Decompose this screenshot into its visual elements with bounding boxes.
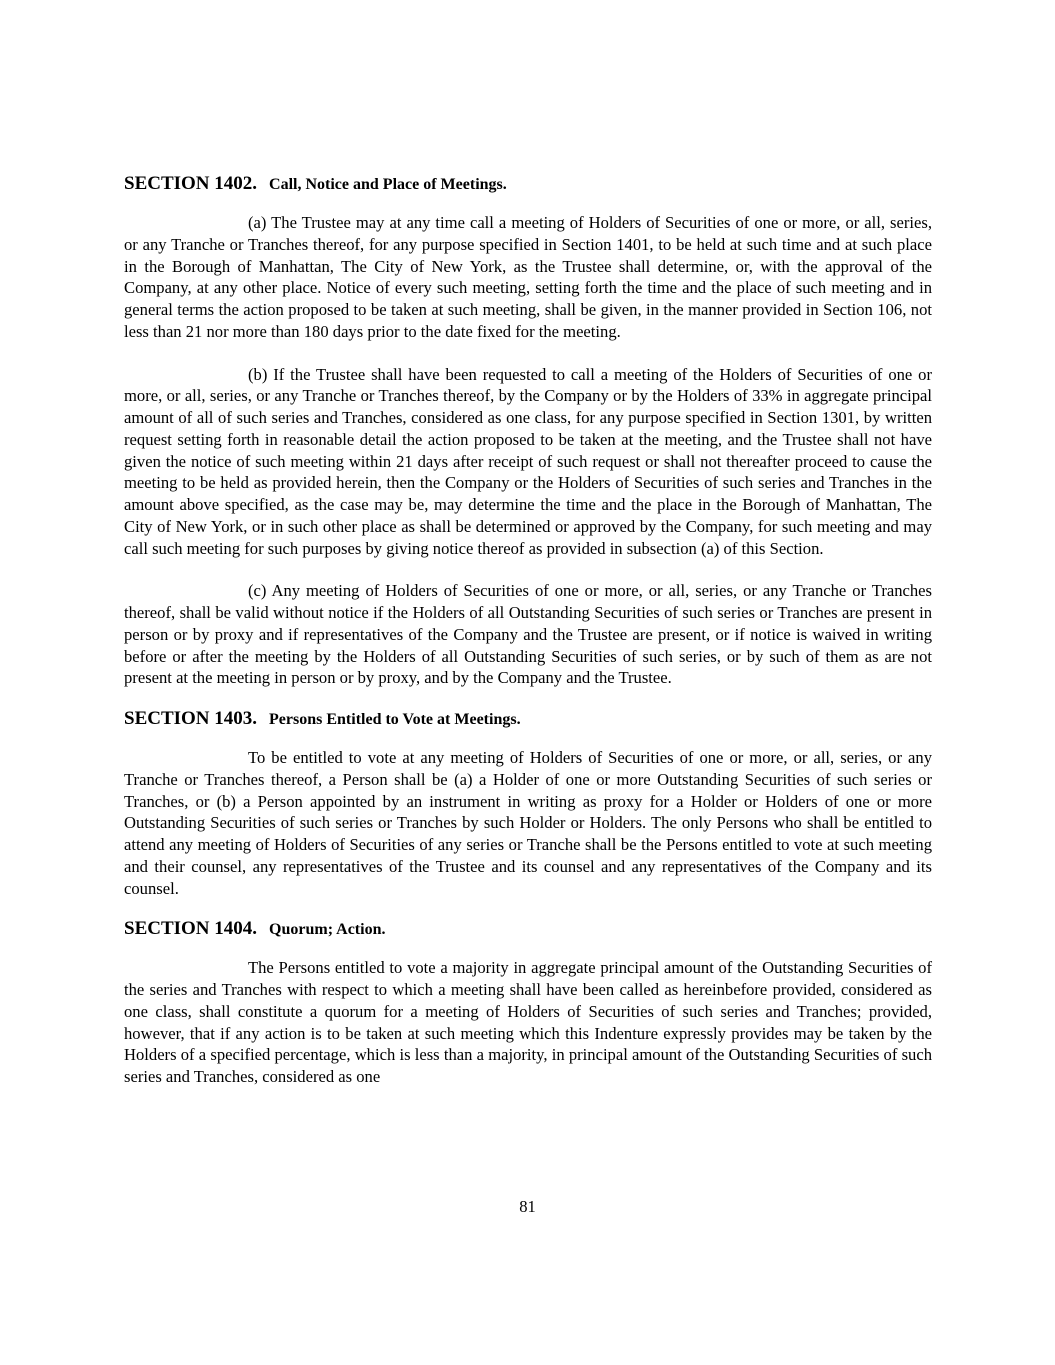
section-1403-paragraph: To be entitled to vote at any meeting of Holders of Securities of one or more, or all, series, or any Tranche or Tranches thereof, a Person shall be (a) a Holder of one or more Outstanding Securities of such series or Tranches, or (b) a Person appointed by an instrument in writing as proxy for a Holder or Holders of one or more Outstanding Securities of such series or Tranches by such Holder or Holders. The only Persons who shall be entitled to attend any meeting of Holders of Securities of any series or Tranche shall be the Persons entitled to vote at such meeting and their counsel, any representatives of the Trustee and its counsel and any representatives of the Company and its counsel.	[124, 748, 932, 898]
section-1402-paragraph-c: (c) Any meeting of Holders of Securities of one or more, or all, series, or any Tranche or Tranches thereof, shall be valid without notice if the Holders of all Outstanding Securities of such series or Tranches are present in person or by proxy and if representatives of the Company and the Trustee are present, or if notice is waived in writing before or after the meeting by the Holders of all Outstanding Securities of such series, or by such of them as are not present at the meeting in person or by proxy, and by the Company and the Trustee.	[124, 581, 932, 688]
section-1402-heading	[124, 170, 932, 197]
section-number: SECTION 1402.	[124, 173, 258, 194]
section-1404-paragraph: The Persons entitled to vote a majority in aggregate principal amount of the Outstanding Securities of the series and Tranches with respect to which a meeting shall have been called as hereinbefore provided, considered as one class, shall constitute a quorum for a meeting of Holders of Securities of such series and Tranches; provided, however, that if any action is to be taken at such meeting which this Indenture expressly provides may be taken by the Holders of a specified percentage, which is less than a majority, in principal amount of the Outstanding Securities of such series and Tranches, considered as one	[124, 958, 932, 1086]
document-page	[124, 170, 932, 1088]
section-number: SECTION 1403.	[124, 708, 258, 729]
section-title: Persons Entitled to Vote at Meetings.	[269, 711, 521, 728]
section-title: Quorum; Action.	[269, 921, 386, 939]
section-1403-heading	[124, 705, 932, 732]
section-1404-heading	[124, 915, 932, 942]
section-1402-paragraph-b: (b) If the Trustee shall have been requested to call a meeting of the Holders of Securities of one or more, or all, series, or any Tranche or Tranches thereof, by the Company or by the Holders of 33% in aggregate principal amount of all of such series and Tranches, considered as one class, for any purpose specified in Section 1301, by written request setting forth in reasonable detail the action proposed to be taken at the meeting, and the Trustee shall not have given the notice of such meeting within 21 days after receipt of such request or shall not thereafter proceed to cause the meeting to be held as provided herein, then the Company or the Holders of Securities of such series and Tranches in the amount above specified, as the case may be, may determine the time and the place in the Borough of Manhattan, The City of New York, or in such other place as shall be determined or approved by the Company, for such meeting and may call such meeting for such purposes by giving notice thereof as provided in subsection (a) of this Section.	[124, 364, 932, 558]
section-title: Call, Notice and Place of Meetings.	[269, 176, 507, 193]
section-number: SECTION 1404.	[124, 918, 258, 940]
page-number: 81	[519, 1197, 536, 1216]
section-1402-paragraph-a: (a) The Trustee may at any time call a meeting of Holders of Securities of one or more, or all, series, or any Tranche or Tranches thereof, for any purpose specified in Section 1401, to be held at such time and at such place in the Borough of Manhattan, The City of New York, as the Trustee shall determine, or, with the approval of the Company, at any other place. Notice of every such meeting, setting forth the time and the place of such meeting and in general terms the action proposed to be taken at such meeting, shall be given, in the manner provided in Section 106, not less than 21 nor more than 180 days prior to the date fixed for the meeting.	[124, 213, 932, 341]
